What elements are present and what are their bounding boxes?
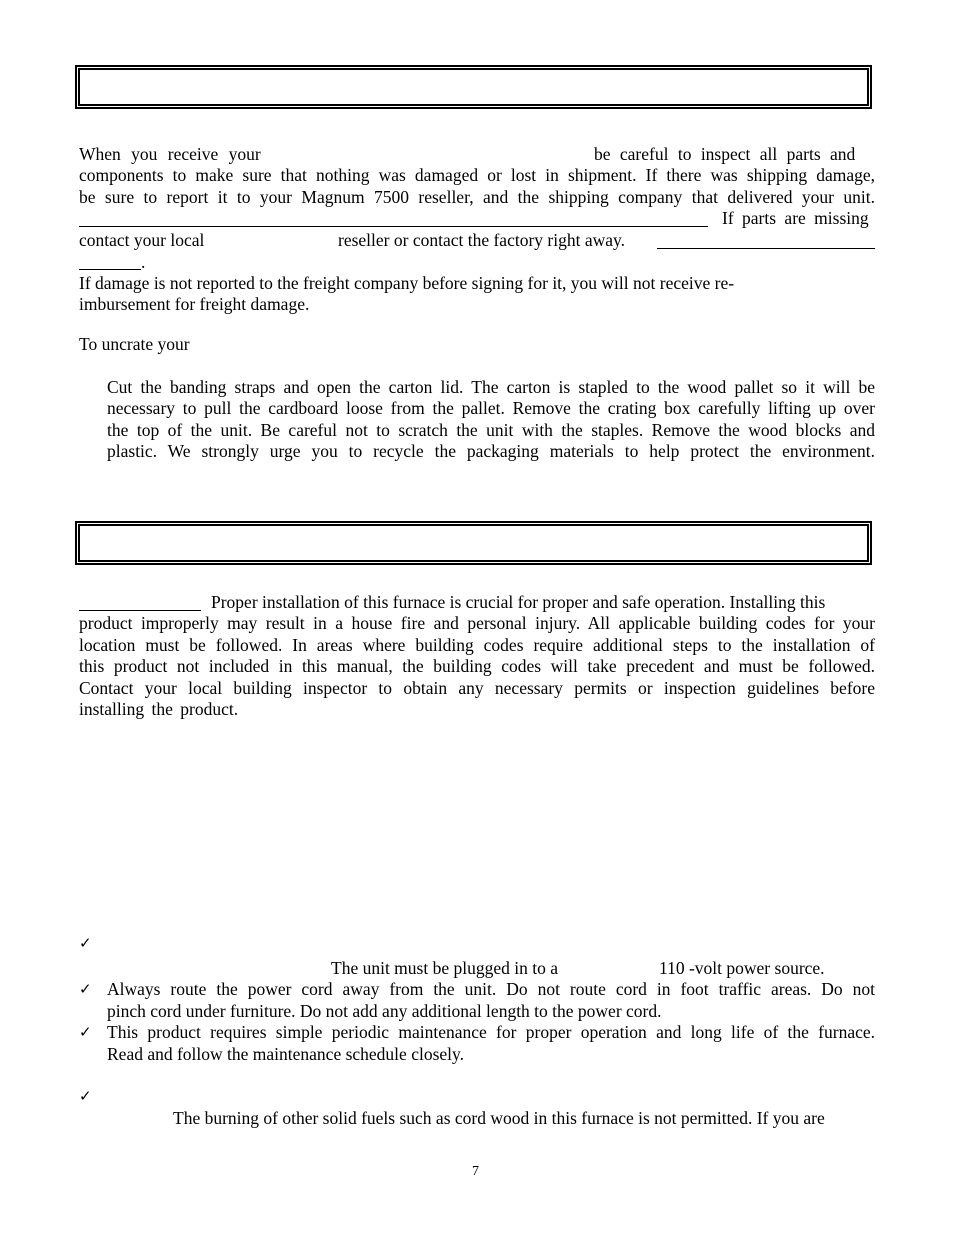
p1-line4-end: If parts are missing: [722, 208, 869, 228]
uncrate-line2: necessary to pull the cardboard loose from the pallet. Remove the crating box carefully lifting up over: [107, 398, 875, 418]
checkmark-icon-2: ✓: [79, 980, 92, 998]
s2-line3: location must be followed. In areas where building codes require additional steps to the installation of: [79, 635, 875, 655]
check2-line2: pinch cord under furniture. Do not add any additional length to the power cord.: [107, 1001, 662, 1021]
p1-line1-end: be careful to inspect all parts and: [594, 144, 856, 164]
check2-line1: Always route the power cord away from the unit. Do not route cord in foot traffic areas. Do not: [107, 979, 875, 999]
section-header-box-1: [75, 65, 872, 109]
check4-line2: The burning of other solid fuels such as cord wood in this furnace is not permitted. If you are: [173, 1108, 825, 1128]
p1-line2: components to make sure that nothing was damaged or lost in shipment. If there was shipping damage,: [79, 165, 875, 185]
checkmark-icon-4: ✓: [79, 1087, 92, 1105]
p1-line5-start: contact your local: [79, 230, 205, 250]
s2-line1-end: Proper installation of this furnace is crucial for proper and safe operation. Installing this: [211, 592, 826, 612]
p1-line6-period: .: [141, 252, 146, 272]
checkmark-icon-1: ✓: [79, 934, 92, 952]
check3-line2: Read and follow the maintenance schedule closely.: [107, 1044, 464, 1064]
uncrate-line4: plastic. We strongly urge you to recycle the packaging materials to help protect the environment.: [107, 441, 875, 461]
p2-line2: imbursement for freight damage.: [79, 294, 310, 314]
check1-line2-end: 110 -volt power source.: [659, 958, 825, 978]
s2-line2: product improperly may result in a house fire and personal injury. All applicable building codes for your: [79, 613, 875, 633]
p2-line1: If damage is not reported to the freight company before signing for it, you will not receive re-: [79, 273, 735, 293]
p1-line5-mid: reseller or contact the factory right away.: [338, 230, 625, 250]
s2-line6: installing the product.: [79, 699, 239, 719]
p1-line3: be sure to report it to your Magnum 7500 reseller, and the shipping company that delivered your unit.: [79, 187, 875, 207]
p1-line4-underline: [79, 226, 708, 227]
p1-line5-underline: [657, 248, 875, 249]
s2-line5: Contact your local building inspector to obtain any necessary permits or inspection guidelines before: [79, 678, 875, 698]
uncrate-line1: Cut the banding straps and open the carton lid. The carton is stapled to the wood pallet so it will be: [107, 377, 875, 397]
p1-line6-underline: [79, 269, 141, 270]
uncrate-intro: To uncrate your: [79, 334, 190, 354]
s2-line1-underline: [79, 610, 201, 611]
check1-line2-start: The unit must be plugged in to a: [331, 958, 558, 978]
s2-line4: this product not included in this manual, the building codes will take precedent and must be followed.: [79, 656, 875, 676]
page-number: 7: [472, 1164, 479, 1179]
uncrate-line3: the top of the unit. Be careful not to scratch the unit with the staples. Remove the wood blocks and: [107, 420, 875, 440]
p1-line1-start: When you receive your: [79, 144, 261, 164]
check3-line1: This product requires simple periodic maintenance for proper operation and long life of the furnace.: [107, 1022, 875, 1042]
section-header-box-2: [75, 521, 872, 565]
checkmark-icon-3: ✓: [79, 1023, 92, 1041]
